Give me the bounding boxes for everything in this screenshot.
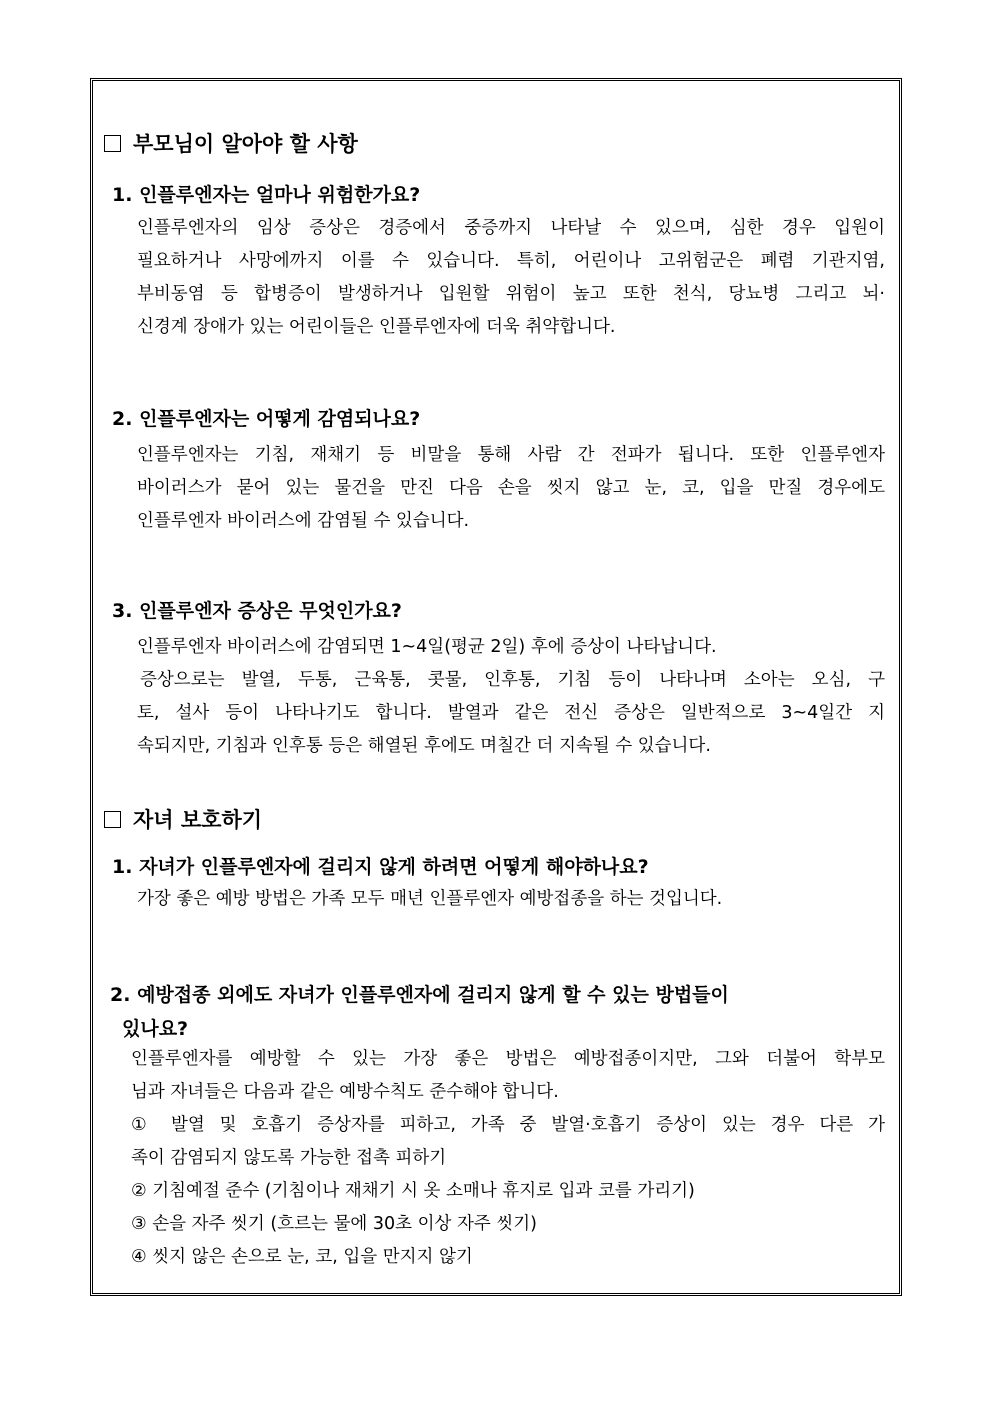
question-number: 2.	[110, 984, 131, 1006]
child-answer-1	[137, 883, 722, 916]
section-heading-child-protection	[104, 804, 262, 834]
question-title: 인플루엔자는 얼마나 위험한가요?	[139, 184, 421, 206]
checkbox-square-icon	[104, 135, 121, 152]
answer-2	[137, 439, 885, 538]
question-1-heading	[112, 180, 420, 207]
question-number: 2.	[112, 408, 133, 430]
child-question-2-heading	[110, 980, 729, 1007]
prevention-rule-4: ④ 씻지 않은 손으로 눈, 코, 입을 만지지 않기	[131, 1247, 473, 1267]
answer-line: 인플루엔자 바이러스에 감염되면 1~4일(평균 2일) 후에 증상이 나타납니다.	[137, 637, 717, 657]
answer-line: 신경계 장애가 있는 어린이들은 인플루엔자에 더욱 취약합니다.	[137, 317, 616, 337]
checkbox-square-icon	[104, 811, 121, 828]
question-3-heading	[112, 596, 402, 623]
question-number: 3.	[112, 600, 133, 622]
answer-1	[137, 212, 885, 344]
answer-line: 인플루엔자 바이러스에 감염될 수 있습니다.	[137, 511, 470, 531]
answer-line: 속되지만, 기침과 인후통 등은 해열된 후에도 며칠간 더 지속될 수 있습니다.	[137, 736, 711, 756]
question-title: 인플루엔자 증상은 무엇인가요?	[139, 600, 402, 622]
answer-line: 가장 좋은 예방 방법은 가족 모두 매년 인플루엔자 예방접종을 하는 것입니다.	[137, 889, 723, 909]
answer-line: 인플루엔자는 기침, 재채기 등 비말을 통해 사람 간 전파가 됩니다. 또한 인플루엔자	[137, 445, 885, 465]
prevention-rule-2: ② 기침예절 준수 (기침이나 재채기 시 옷 소매나 휴지로 입과 코를 가리기)	[131, 1181, 695, 1201]
section-title: 자녀 보호하기	[133, 808, 263, 832]
section-title: 부모님이 알아야 할 사항	[133, 132, 358, 156]
question-title: 예방접종 외에도 자녀가 인플루엔자에 걸리지 않게 할 수 있는 방법들이	[137, 984, 729, 1006]
answer-3	[137, 631, 885, 763]
question-title: 자녀가 인플루엔자에 걸리지 않게 하려면 어떻게 해야하나요?	[139, 856, 649, 878]
answer-line: 바이러스가 묻어 있는 물건을 만진 다음 손을 씻지 않고 눈, 코, 입을 만질 경우에도	[137, 478, 885, 498]
child-answer-2	[131, 1043, 885, 1274]
answer-line: 토, 설사 등이 나타나기도 합니다. 발열과 같은 전신 증상은 일반적으로 3~4일간 지	[137, 703, 885, 723]
prevention-rule-1: ① 발열 및 호흡기 증상자를 피하고, 가족 중 발열·호흡기 증상이 있는 경우 다른 가	[131, 1115, 885, 1135]
prevention-rule-1-cont: 족이 감염되지 않도록 가능한 접촉 피하기	[131, 1148, 447, 1168]
section-heading-parents	[104, 128, 358, 158]
answer-line: 인플루엔자를 예방할 수 있는 가장 좋은 방법은 예방접종이지만, 그와 더불어 학부모	[131, 1049, 885, 1069]
child-question-1-heading	[112, 852, 649, 879]
answer-line: 부비동염 등 합병증이 발생하거나 입원할 위험이 높고 또한 천식, 당뇨병 그리고 뇌·	[137, 284, 885, 304]
question-title: 있나요?	[122, 1018, 189, 1040]
prevention-rule-3: ③ 손을 자주 씻기 (흐르는 물에 30초 이상 자주 씻기)	[131, 1214, 537, 1234]
question-2-heading	[112, 404, 420, 431]
answer-line: 인플루엔자의 임상 증상은 경증에서 중증까지 나타날 수 있으며, 심한 경우 입원이	[137, 218, 885, 238]
question-number: 1.	[112, 184, 133, 206]
question-title: 인플루엔자는 어떻게 감염되나요?	[139, 408, 421, 430]
answer-line: 님과 자녀들은 다음과 같은 예방수칙도 준수해야 합니다.	[131, 1082, 559, 1102]
question-number: 1.	[112, 856, 133, 878]
child-question-2-heading-cont	[122, 1014, 188, 1041]
answer-line: 필요하거나 사망에까지 이를 수 있습니다. 특히, 어린이나 고위험군은 폐렴 기관지염,	[137, 251, 885, 271]
answer-line: 증상으로는 발열, 두통, 근육통, 콧물, 인후통, 기침 등이 나타나며 소아는 오심, 구	[140, 670, 885, 690]
